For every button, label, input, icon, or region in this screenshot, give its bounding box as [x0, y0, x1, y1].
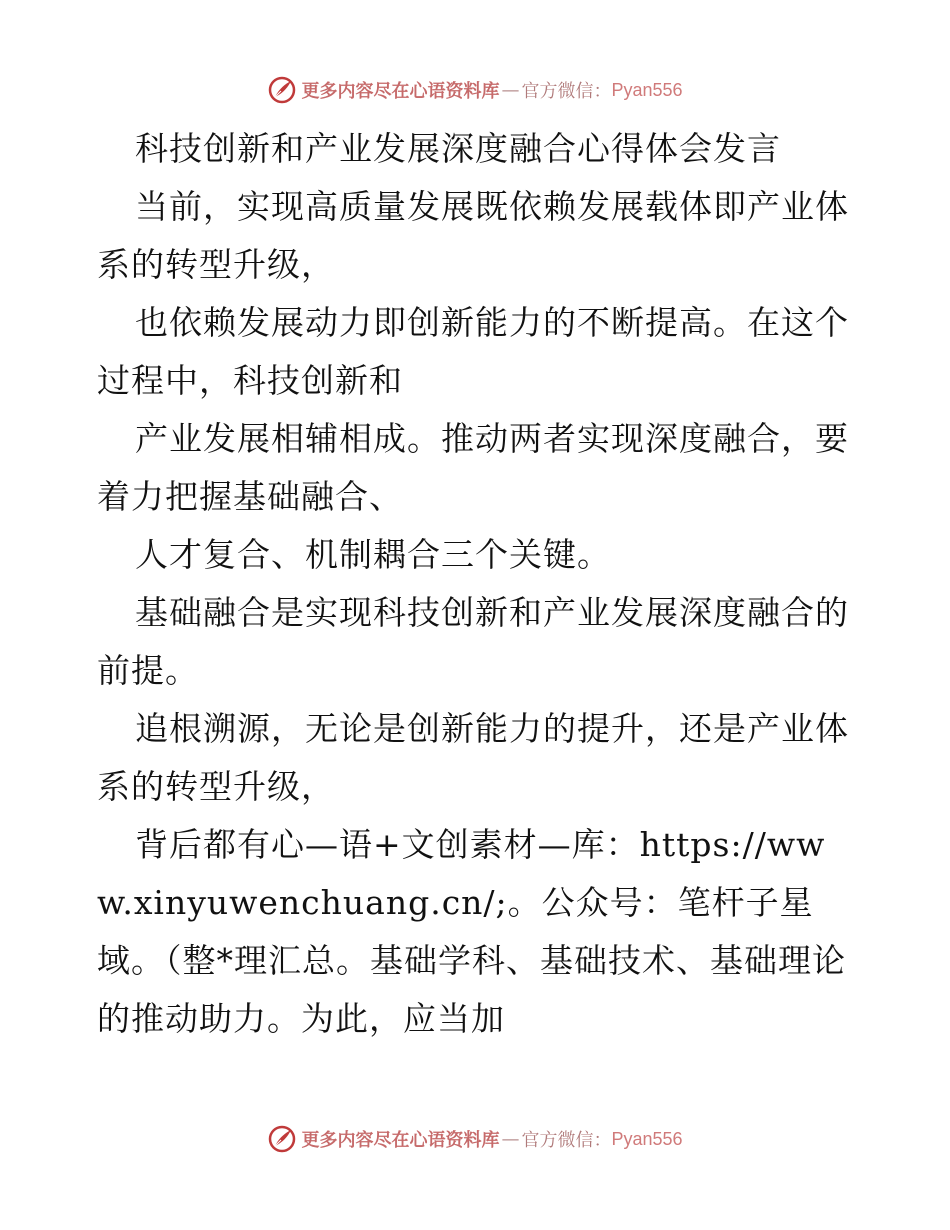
paragraph: 产业发展相辅相成。推动两者实现深度融合，要着力把握基础融合、	[97, 419, 849, 516]
feather-pen-logo-icon	[267, 75, 297, 105]
banner-wechat-id: Pyan556	[611, 79, 683, 100]
footer-watermark-banner	[0, 1121, 950, 1157]
banner-separator: —	[501, 1128, 520, 1150]
paragraph: 也依赖发展动力即创新能力的不断提高。在这个过程中，科技创新和	[97, 303, 849, 400]
document-body	[97, 120, 853, 1048]
banner-site-text: 更多内容尽在心语资料库	[301, 1130, 500, 1151]
paragraph: 追根溯源，无论是创新能力的提升，还是产业体系的转型升级，	[97, 709, 849, 806]
banner-contact-label: 官方微信：	[521, 1130, 612, 1151]
header-watermark-banner	[0, 72, 950, 108]
banner-separator: —	[501, 79, 520, 101]
paragraph: 背后都有心—语+文创素材—库：https://www.xinyuwenchuang.cn/;。公众号：笔杆子星域。（整*理汇总。基础学科、基础技术、基础理论的推动助力。为此，应当加	[97, 825, 846, 1038]
document-title: 科技创新和产业发展深度融合心得体会发言	[135, 129, 781, 168]
banner-site-text: 更多内容尽在心语资料库	[301, 81, 500, 102]
paragraph: 基础融合是实现科技创新和产业发展深度融合的前提。	[97, 593, 849, 690]
feather-pen-logo-icon	[267, 1124, 297, 1154]
banner-contact-label: 官方微信：	[521, 81, 612, 102]
banner-wechat-id: Pyan556	[611, 1128, 683, 1149]
paragraph: 当前，实现高质量发展既依赖发展载体即产业体系的转型升级，	[97, 187, 849, 284]
paragraph: 人才复合、机制耦合三个关键。	[135, 535, 611, 574]
